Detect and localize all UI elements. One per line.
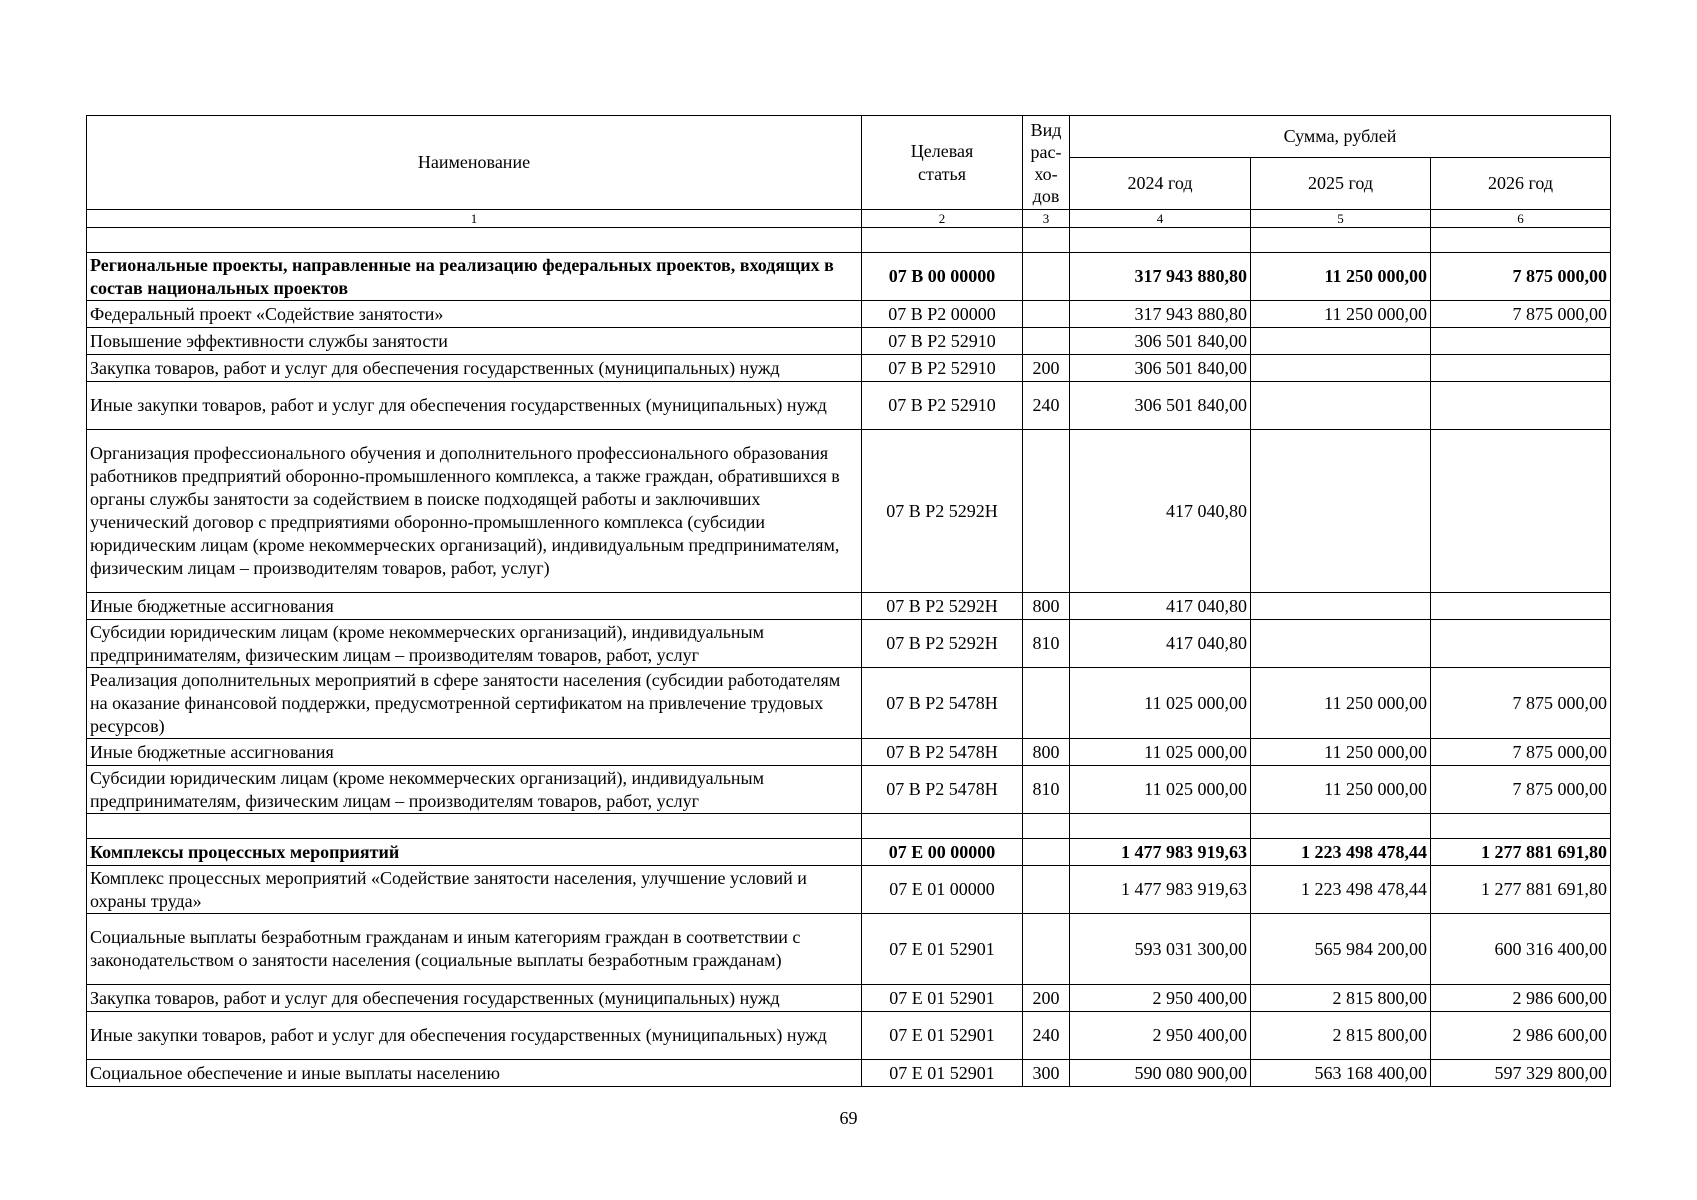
row-amount-2024: 1 477 983 919,63 bbox=[1070, 839, 1251, 866]
row-name: Социальное обеспечение и иные выплаты населению bbox=[87, 1060, 862, 1087]
row-target-code: 07 В Р2 52910 bbox=[862, 328, 1023, 355]
row-target-code: 07 В Р2 00000 bbox=[862, 301, 1023, 328]
page-number: 69 bbox=[839, 1108, 858, 1128]
table-row bbox=[87, 839, 1611, 866]
row-target-code: 07 Е 01 00000 bbox=[862, 866, 1023, 914]
row-expense-type bbox=[1023, 253, 1070, 301]
table-row bbox=[87, 985, 1611, 1012]
row-amount-2024: 417 040,80 bbox=[1070, 430, 1251, 593]
column-number: 3 bbox=[1023, 210, 1070, 228]
row-expense-type bbox=[1023, 301, 1070, 328]
header-expense-type bbox=[1023, 116, 1070, 210]
row-target-code: 07 Е 01 52901 bbox=[862, 1012, 1023, 1060]
table-row bbox=[87, 430, 1611, 593]
header-target-line2: статья bbox=[918, 163, 966, 184]
row-amount-2024: 590 080 900,00 bbox=[1070, 1060, 1251, 1087]
row-amount-2026: 600 316 400,00 bbox=[1431, 914, 1611, 985]
row-amount-2025 bbox=[1251, 593, 1431, 620]
row-amount-2024: 306 501 840,00 bbox=[1070, 382, 1251, 430]
table-row bbox=[87, 355, 1611, 382]
row-amount-2024: 317 943 880,80 bbox=[1070, 253, 1251, 301]
row-amount-2026 bbox=[1431, 382, 1611, 430]
column-number: 1 bbox=[87, 210, 862, 228]
row-amount-2026: 1 277 881 691,80 bbox=[1431, 839, 1611, 866]
row-name: Субсидии юридическим лицам (кроме некоммерческих организаций), индивидуальным предпринимателям, физическим лицам – производителям товаров, работ, услуг bbox=[87, 620, 862, 668]
row-name: Реализация дополнительных мероприятий в сфере занятости населения (субсидии работодателям на оказание финансовой поддержки, предусмотренной сертификатом на привлечение трудовых ресурсов) bbox=[87, 668, 862, 739]
header-year-2024: 2024 год bbox=[1070, 158, 1251, 210]
row-amount-2025: 1 223 498 478,44 bbox=[1251, 866, 1431, 914]
row-name: Региональные проекты, направленные на реализацию федеральных проектов, входящих в состав национальных проектов bbox=[87, 253, 862, 301]
table-row bbox=[87, 914, 1611, 985]
row-amount-2026: 2 986 600,00 bbox=[1431, 1012, 1611, 1060]
row-name: Иные закупки товаров, работ и услуг для обеспечения государственных (муниципальных) нужд bbox=[87, 1012, 862, 1060]
row-amount-2026 bbox=[1431, 328, 1611, 355]
row-amount-2026: 2 986 600,00 bbox=[1431, 985, 1611, 1012]
row-expense-type: 800 bbox=[1023, 739, 1070, 766]
row-amount-2024: 317 943 880,80 bbox=[1070, 301, 1251, 328]
row-name: Субсидии юридическим лицам (кроме некоммерческих организаций), индивидуальным предпринимателям, физическим лицам – производителям товаров, работ, услуг bbox=[87, 766, 862, 814]
row-expense-type: 810 bbox=[1023, 766, 1070, 814]
row-amount-2025: 11 250 000,00 bbox=[1251, 668, 1431, 739]
row-amount-2025: 565 984 200,00 bbox=[1251, 914, 1431, 985]
row-target-code: 07 В Р2 5292Н bbox=[862, 620, 1023, 668]
row-target-code: 07 В Р2 5478Н bbox=[862, 739, 1023, 766]
row-amount-2024: 417 040,80 bbox=[1070, 593, 1251, 620]
header-vid-line3: хо- bbox=[1034, 163, 1058, 184]
row-expense-type: 200 bbox=[1023, 355, 1070, 382]
table-row bbox=[87, 253, 1611, 301]
column-number: 4 bbox=[1070, 210, 1251, 228]
row-target-code: 07 Е 01 52901 bbox=[862, 1060, 1023, 1087]
row-amount-2025: 2 815 800,00 bbox=[1251, 985, 1431, 1012]
header-target-article bbox=[862, 116, 1023, 210]
row-expense-type bbox=[1023, 914, 1070, 985]
row-name: Организация профессионального обучения и дополнительного профессионального образования работников предприятий оборонно-промышленного комплекса, а также граждан, обратившихся в органы службы занятости за содействием в поиске подходящей работы и заключивших ученический договор с предприятиями оборонно-промышленного комплекса (субсидии юридическим лицам (кроме некоммерческих организаций), индивидуальным предпринимателям, физическим лицам – производителям товаров, работ, услуг) bbox=[87, 430, 862, 593]
row-amount-2024: 11 025 000,00 bbox=[1070, 766, 1251, 814]
row-amount-2024: 1 477 983 919,63 bbox=[1070, 866, 1251, 914]
row-amount-2026: 1 277 881 691,80 bbox=[1431, 866, 1611, 914]
table-row bbox=[87, 668, 1611, 739]
row-amount-2024: 593 031 300,00 bbox=[1070, 914, 1251, 985]
row-amount-2025 bbox=[1251, 430, 1431, 593]
row-name: Иные закупки товаров, работ и услуг для обеспечения государственных (муниципальных) нужд bbox=[87, 382, 862, 430]
row-amount-2025: 1 223 498 478,44 bbox=[1251, 839, 1431, 866]
row-expense-type: 800 bbox=[1023, 593, 1070, 620]
table-row bbox=[87, 382, 1611, 430]
row-expense-type bbox=[1023, 866, 1070, 914]
row-amount-2026 bbox=[1431, 593, 1611, 620]
column-number: 6 bbox=[1431, 210, 1611, 228]
row-expense-type bbox=[1023, 328, 1070, 355]
table-row bbox=[87, 1012, 1611, 1060]
row-amount-2026: 7 875 000,00 bbox=[1431, 766, 1611, 814]
header-vid-line1: Вид bbox=[1030, 119, 1062, 140]
row-expense-type bbox=[1023, 839, 1070, 866]
column-number-row bbox=[87, 210, 1611, 228]
row-amount-2024: 306 501 840,00 bbox=[1070, 355, 1251, 382]
row-amount-2024: 417 040,80 bbox=[1070, 620, 1251, 668]
table-row bbox=[87, 620, 1611, 668]
row-amount-2026: 7 875 000,00 bbox=[1431, 301, 1611, 328]
header-year-2026: 2026 год bbox=[1431, 158, 1611, 210]
header-vid-line2: рас- bbox=[1030, 141, 1062, 162]
row-target-code: 07 В Р2 5292Н bbox=[862, 430, 1023, 593]
row-name: Закупка товаров, работ и услуг для обеспечения государственных (муниципальных) нужд bbox=[87, 355, 862, 382]
row-amount-2025 bbox=[1251, 620, 1431, 668]
row-target-code: 07 Е 01 52901 bbox=[862, 914, 1023, 985]
row-amount-2026: 7 875 000,00 bbox=[1431, 739, 1611, 766]
budget-table bbox=[86, 115, 1611, 1087]
row-amount-2025: 563 168 400,00 bbox=[1251, 1060, 1431, 1087]
spacer-row bbox=[87, 228, 1611, 253]
column-number: 5 bbox=[1251, 210, 1431, 228]
header-year-2025: 2025 год bbox=[1251, 158, 1431, 210]
row-amount-2025: 11 250 000,00 bbox=[1251, 253, 1431, 301]
row-amount-2026: 7 875 000,00 bbox=[1431, 668, 1611, 739]
row-expense-type bbox=[1023, 430, 1070, 593]
row-amount-2025: 11 250 000,00 bbox=[1251, 301, 1431, 328]
row-expense-type: 200 bbox=[1023, 985, 1070, 1012]
column-number: 2 bbox=[862, 210, 1023, 228]
row-amount-2024: 2 950 400,00 bbox=[1070, 1012, 1251, 1060]
row-amount-2024: 11 025 000,00 bbox=[1070, 739, 1251, 766]
row-expense-type bbox=[1023, 668, 1070, 739]
row-target-code: 07 В Р2 5292Н bbox=[862, 593, 1023, 620]
spacer-row bbox=[87, 814, 1611, 839]
header-row-top bbox=[87, 116, 1611, 158]
row-expense-type: 810 bbox=[1023, 620, 1070, 668]
row-name: Комплекс процессных мероприятий «Содействие занятости населения, улучшение условий и охраны труда» bbox=[87, 866, 862, 914]
row-amount-2024: 11 025 000,00 bbox=[1070, 668, 1251, 739]
header-sum: Сумма, рублей bbox=[1070, 116, 1611, 158]
row-amount-2025: 11 250 000,00 bbox=[1251, 739, 1431, 766]
row-amount-2026 bbox=[1431, 620, 1611, 668]
row-name: Иные бюджетные ассигнования bbox=[87, 593, 862, 620]
row-amount-2026: 7 875 000,00 bbox=[1431, 253, 1611, 301]
table-row bbox=[87, 739, 1611, 766]
row-target-code: 07 В Р2 5478Н bbox=[862, 668, 1023, 739]
row-name: Закупка товаров, работ и услуг для обеспечения государственных (муниципальных) нужд bbox=[87, 985, 862, 1012]
row-name: Повышение эффективности службы занятости bbox=[87, 328, 862, 355]
row-name: Федеральный проект «Содействие занятости» bbox=[87, 301, 862, 328]
header-name: Наименование bbox=[87, 116, 862, 210]
row-target-code: 07 В 00 00000 bbox=[862, 253, 1023, 301]
row-target-code: 07 В Р2 52910 bbox=[862, 355, 1023, 382]
row-amount-2026 bbox=[1431, 430, 1611, 593]
row-target-code: 07 Е 00 00000 bbox=[862, 839, 1023, 866]
table-row bbox=[87, 593, 1611, 620]
row-amount-2025: 2 815 800,00 bbox=[1251, 1012, 1431, 1060]
row-target-code: 07 В Р2 5478Н bbox=[862, 766, 1023, 814]
table-row bbox=[87, 301, 1611, 328]
table-row bbox=[87, 1060, 1611, 1087]
row-target-code: 07 Е 01 52901 bbox=[862, 985, 1023, 1012]
row-target-code: 07 В Р2 52910 bbox=[862, 382, 1023, 430]
table-row bbox=[87, 328, 1611, 355]
row-amount-2025 bbox=[1251, 355, 1431, 382]
row-expense-type: 240 bbox=[1023, 382, 1070, 430]
header-vid-line4: дов bbox=[1032, 185, 1060, 206]
row-name: Социальные выплаты безработным гражданам и иным категориям граждан в соответствии с законодательством о занятости населения (социальные выплаты безработным гражданам) bbox=[87, 914, 862, 985]
row-name: Иные бюджетные ассигнования bbox=[87, 739, 862, 766]
row-name: Комплексы процессных мероприятий bbox=[87, 839, 862, 866]
row-amount-2026: 597 329 800,00 bbox=[1431, 1060, 1611, 1087]
table-row bbox=[87, 766, 1611, 814]
row-amount-2024: 306 501 840,00 bbox=[1070, 328, 1251, 355]
row-amount-2025: 11 250 000,00 bbox=[1251, 766, 1431, 814]
row-expense-type: 300 bbox=[1023, 1060, 1070, 1087]
row-amount-2025 bbox=[1251, 328, 1431, 355]
table-row bbox=[87, 866, 1611, 914]
header-target-line1: Целевая bbox=[910, 140, 974, 161]
row-amount-2026 bbox=[1431, 355, 1611, 382]
row-amount-2025 bbox=[1251, 382, 1431, 430]
row-expense-type: 240 bbox=[1023, 1012, 1070, 1060]
row-amount-2024: 2 950 400,00 bbox=[1070, 985, 1251, 1012]
